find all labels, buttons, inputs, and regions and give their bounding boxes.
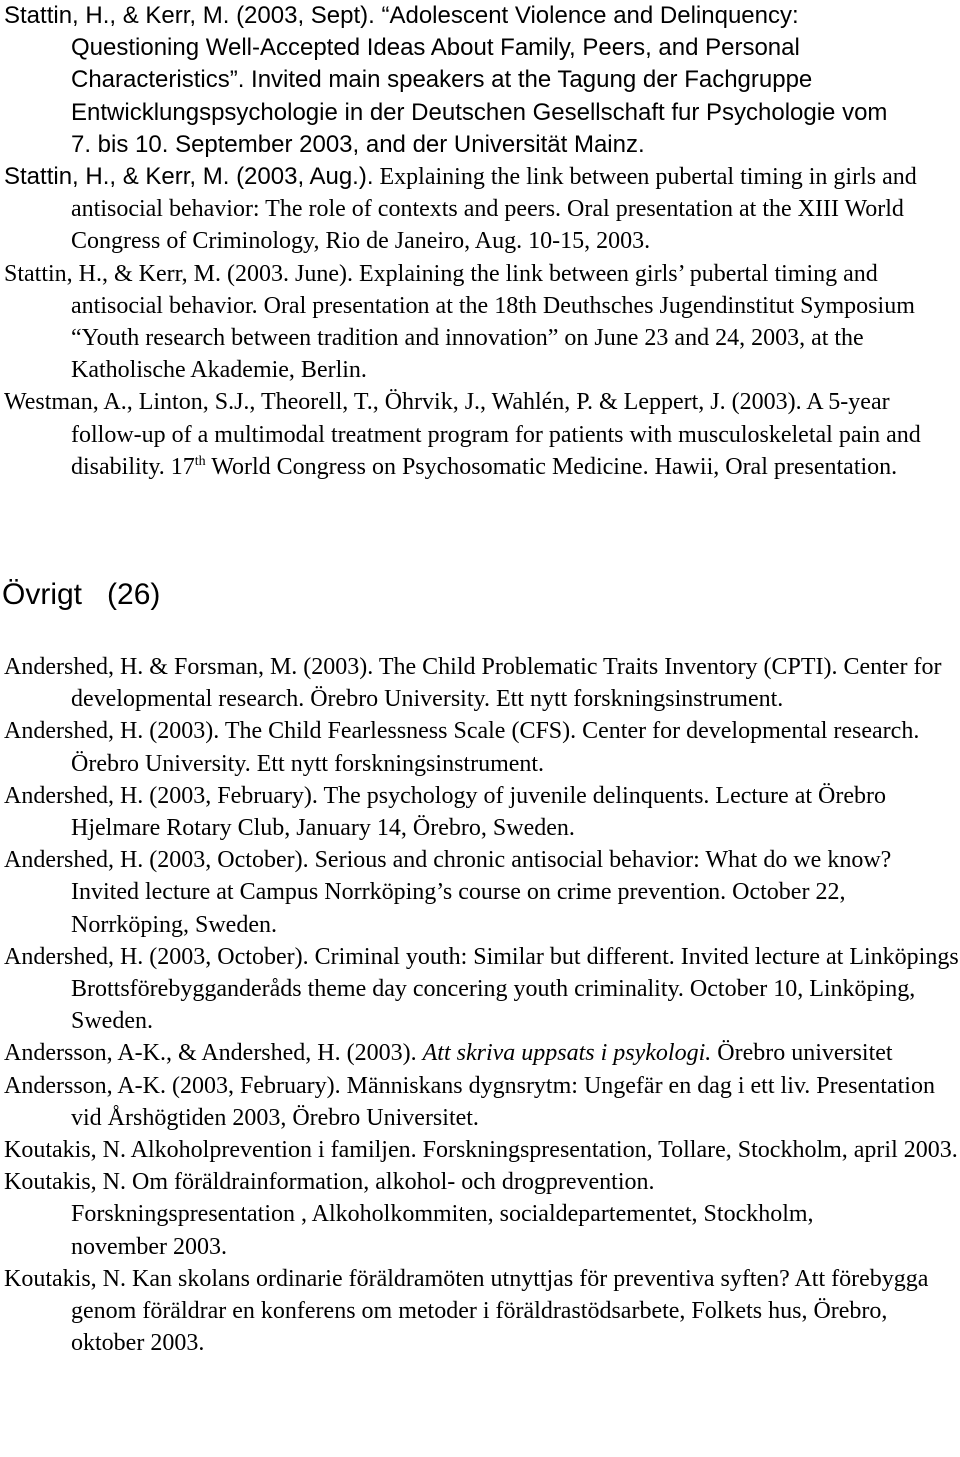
reference-text: Andershed, H. (2003, October). Serious and chronic antisocial behavior: What do we know? Invited lecture at Campus Norrköping’s course on crime prevention. October 22, Norrköping, Sweden.: [4, 847, 892, 938]
reference-entry: [4, 941, 960, 1038]
reference-line: Forskningspresentation , Alkoholkommiten, socialdepartementet, Stockholm,: [71, 1201, 814, 1228]
reference-entry: [4, 258, 960, 387]
reference-authors: Stattin, H., & Kerr, M. (2003, Aug.).: [4, 163, 374, 191]
reference-line: 7. bis 10. September 2003, and der Universität Mainz.: [71, 130, 645, 158]
reference-text: Andersson, A-K., & Andershed, H. (2003).: [4, 1040, 423, 1067]
reference-entry: [4, 1166, 960, 1263]
reference-text: Westman, A., Linton, S.J., Theorell, T., Öhrvik, J., Wahlén, P. & Leppert, J. (2003). A 5-year follow-up of a multimodal treatment program for patients with musculoskeletal pain and disability. 17: [4, 389, 921, 480]
reference-line: Koutakis, N. Om föräldrainformation, alkohol- och drogprevention.: [4, 1169, 655, 1196]
reference-entry: [4, 715, 960, 779]
reference-entry: [4, 0, 960, 161]
reference-entry: [4, 844, 960, 941]
reference-text: Andershed, H. & Forsman, M. (2003). The Child Problematic Traits Inventory (CPTI). Center for developmental research. Örebro University. Ett nytt forskningsinstrument.: [4, 654, 942, 713]
reference-line: Questioning Well-Accepted Ideas About Family, Peers, and Personal: [71, 34, 800, 62]
reference-entry: [4, 1070, 960, 1134]
reference-text: Andershed, H. (2003). The Child Fearlessness Scale (CFS). Center for developmental research. Örebro University. Ett nytt forskningsinstrument.: [4, 718, 920, 777]
reference-text: Koutakis, N. Alkoholprevention i familjen. Forskningspresentation, Tollare, Stockholm, april 2003.: [4, 1137, 958, 1164]
reference-text: Andershed, H. (2003, February). The psychology of juvenile delinquents. Lecture at Örebro Hjelmare Rotary Club, January 14, Örebro, Sweden.: [4, 782, 886, 842]
reference-text: Andershed, H. (2003, October). Criminal youth: Similar but different. Invited lecture at Linköpings Brottsförebygganderåds theme day concering youth criminality. October 10, Linköping, Sweden.: [4, 943, 959, 1035]
section-heading: [0, 577, 160, 613]
reference-line: november 2003.: [71, 1233, 227, 1260]
reference-text: Explaining the link between pubertal timing in girls and antisocial behavior: The role of contexts and peers. Oral presentation at the XIII World Congress of Criminology, Rio de Janeiro, Aug. 10-15, 2003.: [71, 164, 917, 255]
reference-entry: [4, 161, 960, 258]
reference-text: World Congress on Psychosomatic Medicine. Hawii, Oral presentation.: [205, 453, 898, 480]
reference-line: Characteristics”. Invited main speakers at the Tagung der Fachgruppe: [71, 66, 813, 94]
reference-title-italic: Att skriva uppsats i psykologi.: [422, 1040, 712, 1067]
reference-entry: [4, 780, 960, 844]
reference-entry: [4, 1134, 960, 1166]
reference-text: Koutakis, N. Kan skolans ordinarie föräldramöten utnyttjas för preventiva syften? Att förebygga genom föräldrar en konferens om metoder i föräldrastödsarbete, Folkets hus, Örebro, oktober 2003.: [4, 1265, 929, 1357]
reference-text: Örebro universitet: [711, 1040, 893, 1067]
reference-entry: [4, 651, 960, 715]
reference-entry: [4, 1037, 960, 1069]
reference-line: Entwicklungspsychologie in der Deutschen Gesellschaft fur Psychologie vom: [71, 98, 888, 126]
reference-entry: [4, 386, 960, 483]
reference-list-bottom: [0, 651, 960, 1359]
section-title: Övrigt: [2, 578, 83, 611]
reference-text: Andersson, A-K. (2003, February). Människans dygnsrytm: Ungefär en dag i ett liv. Presentation vid Årshögtiden 2003, Örebro Universitet.: [4, 1072, 935, 1131]
superscript-ordinal: th: [194, 453, 206, 469]
reference-text: Stattin, H., & Kerr, M. (2003. June). Explaining the link between girls’ pubertal timing and antisocial behavior. Oral presentation at the 18th Deuthsches Jugendinstitut Symposium “Youth research between tradition and innovation” on June 23 and 24, 2003, at the Katholische Akademie, Berlin.: [4, 260, 915, 384]
reference-entry: [4, 1263, 960, 1360]
reference-list-top: [0, 0, 960, 483]
reference-line: Stattin, H., & Kerr, M. (2003, Sept). “Adolescent Violence and Delinquency:: [4, 2, 799, 29]
section-count: (26): [107, 578, 161, 611]
